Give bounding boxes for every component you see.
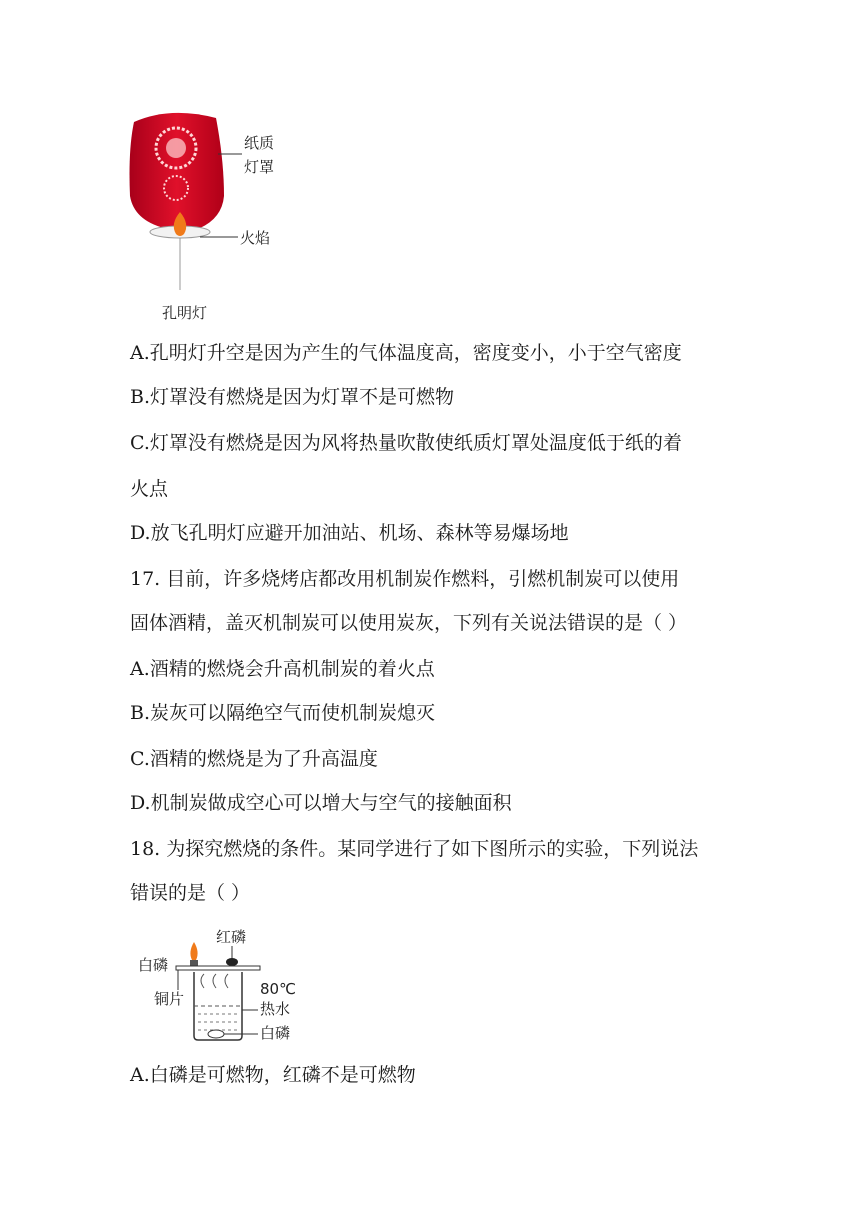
label-lantern: 孔明灯 xyxy=(162,304,208,322)
q16-option-a: A.孔明灯升空是因为产生的气体温度高，密度变小，小于空气密度 xyxy=(130,342,682,364)
q17-stem-line1: 17. 目前，许多烧烤店都改用机制炭作燃料，引燃机制炭可以使用 xyxy=(130,568,680,590)
q18-stem-line2: 错误的是（ ） xyxy=(130,882,251,904)
q16-option-b: B.灯罩没有燃烧是因为灯罩不是可燃物 xyxy=(130,386,455,408)
q17-option-c: C.酒精的燃烧是为了升高温度 xyxy=(130,748,378,770)
sky-lantern-figure xyxy=(120,100,300,330)
small-flame xyxy=(190,942,197,961)
combustion-experiment-figure xyxy=(132,924,312,1054)
label-paper: 纸质 xyxy=(244,134,275,152)
q18-stem-line1: 18. 为探究燃烧的条件。某同学进行了如下图所示的实验，下列说法 xyxy=(130,838,699,860)
q17-option-d: D.机制炭做成空心可以增大与空气的接触面积 xyxy=(130,792,512,814)
label-copper: 铜片 xyxy=(154,990,185,1008)
label-temperature: 80℃ xyxy=(260,980,296,998)
label-shade: 灯罩 xyxy=(244,158,275,176)
label-flame: 火焰 xyxy=(240,229,271,247)
q17-option-a: A.酒精的燃烧会升高机制炭的着火点 xyxy=(130,658,435,680)
q16-option-d: D.放飞孔明灯应避开加油站、机场、森林等易爆场地 xyxy=(130,522,569,544)
label-hot-water: 热水 xyxy=(260,1000,291,1018)
q16-option-c: C.灯罩没有燃烧是因为风将热量吹散使纸质灯罩处温度低于纸的着 xyxy=(130,432,682,454)
lantern-shade xyxy=(130,113,225,228)
copper-plate xyxy=(176,966,260,970)
label-white-phosphorus-top: 白磷 xyxy=(138,956,169,974)
q18-option-a: A.白磷是可燃物，红磷不是可燃物 xyxy=(130,1064,416,1086)
label-red-phosphorus: 红磷 xyxy=(216,928,247,946)
q17-stem-line2: 固体酒精，盖灭机制炭可以使用炭灰，下列有关说法错误的是（ ） xyxy=(130,612,688,634)
q16-option-c-cont: 火点 xyxy=(130,478,169,500)
label-white-phosphorus-bottom: 白磷 xyxy=(260,1024,291,1042)
q17-option-b: B.炭灰可以隔绝空气而使机制炭熄灭 xyxy=(130,702,436,724)
